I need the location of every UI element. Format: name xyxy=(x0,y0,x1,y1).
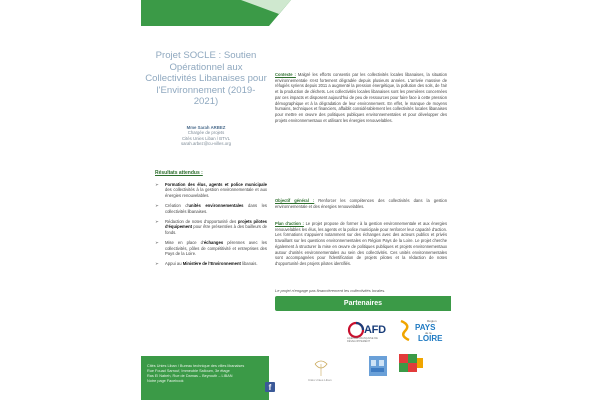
results-list xyxy=(155,182,267,267)
pays-de-la-loire-logo: Région PAYS de la LOIRE xyxy=(399,319,443,347)
blue-city-logo-icon xyxy=(369,356,387,376)
results-item: ➢ Rédaction de notes d'opportunité des projets pilotes d'équipement pour être présentées à des bailleurs de fonds. xyxy=(155,219,267,235)
partners-banner: Partenaires xyxy=(275,296,451,311)
arrow-bullet-icon: ➢ xyxy=(155,261,159,267)
arrow-bullet-icon: ➢ xyxy=(155,203,159,209)
afd-logo: AFD AGENCE FRANÇAISE DE DÉVELOPPEMENT xyxy=(347,321,392,343)
results-heading: Résultats attendus : xyxy=(155,170,203,176)
cedar-logo-icon xyxy=(399,354,423,372)
results-item: ➢ Mise en place d'échanges pérennes avec les collectivités, pôles de compétitivité et entreprises des Pays de la Loire. xyxy=(155,240,267,257)
arrow-bullet-icon: ➢ xyxy=(155,219,159,225)
objective-paragraph: Objectif général : Renforcer les compétences des collectivités dans la gestion environnementale et des énergies renouvelables. xyxy=(275,198,447,209)
page-title: Projet SOCLE : Soutien Opérationnel aux Collectivités Libanaises pour l'Environnement (2019-2021) xyxy=(145,50,267,108)
contact-block xyxy=(145,125,267,147)
bottom-logos xyxy=(275,350,451,400)
arrow-bullet-icon: ➢ xyxy=(155,182,159,187)
right-column xyxy=(275,0,451,400)
disclaimer-note: Le projet n'engage pas financièrement les collectivités locales. xyxy=(275,288,386,293)
results-section xyxy=(155,170,267,272)
region-mark-icon xyxy=(399,319,415,341)
results-item: ➢ Formation des élus, agents et police municipale des collectivités à la gestion environnementale et aux énergies renouvelables. xyxy=(155,182,267,198)
facebook-icon[interactable]: f xyxy=(265,382,275,392)
results-item: ➢ Création d'unités environnementales dans les collectivités libanaises. xyxy=(155,203,267,214)
brochure-page xyxy=(141,0,457,400)
plan-paragraph: Plan d'action : Le projet propose de former à la gestion environnementale et aux énergies renouvelables les élus, les agents et la police municipale pour renforcer leur capacité d'action. Les formations s'appuient notamment sur des échanges avec des acteurs publics et privés travaillant sur les questions environnementales en Région Pays de la Loire. Le projet cherche également à structurer la mise en œuvre de politiques publiques et projets environnementaux autour d'unités environnementales au sein des collectivités. Ces unités environnementales sont accompagnées pour l'identification de projets pilotes et la rédaction de notes d'opportunité des projets pilotes identifiés. xyxy=(275,221,447,266)
footer-address: Cités Unies Liban / Bureau technique des villes libanaises Rue Fouad Sarrouf, Immeuble Salloum, 3e étage Ras El Nabeh, Rue de Damas – Beyrouth – LIBAN Notre page Facebook xyxy=(147,364,267,384)
arrow-bullet-icon: ➢ xyxy=(155,240,159,246)
contact-email[interactable]: sarah.arbez@cu-villes.org xyxy=(181,141,231,147)
ministry-emblem-icon xyxy=(315,361,327,376)
left-column xyxy=(141,0,269,400)
logo-caption: Cités Unies Liban xyxy=(308,378,332,382)
contact-name: Mme Sarah ARBEZ xyxy=(186,125,226,130)
facebook-link[interactable]: Notre page Facebook xyxy=(147,378,184,383)
contact-org: Cités Unies Liban / BTVL xyxy=(181,135,230,141)
footer-band xyxy=(141,356,269,400)
context-paragraph: Contexte : Malgré les efforts consentis par les collectivités locales libanaises, la situation environnementale s'est fortement dégradée depuis plusieurs années. L'arrivée massive de réfugiés syriens depuis 2011 a augmenté la pression énergétique, la pollution des sols, de l'air et la production de déchets. Les collectivités locales libanaises sont les premières concernées par ces impacts et disposent aujourd'hui de peu de ressources pour faire face à cette pression démographique et à la dégradation de leur environnement. En effet, le manque de moyens humains, techniques et financiers, affaiblit considérablement les collectivités locales libanaises pour mettre en œuvre des politiques publiques environnementales et pour développer des projets environnementaux et utilisant les énergies renouvelables. xyxy=(275,72,447,123)
results-item: ➢ Appui au Ministère de l'Environnement libanais. xyxy=(155,261,258,267)
contact-role: Chargée de projets xyxy=(187,130,225,136)
